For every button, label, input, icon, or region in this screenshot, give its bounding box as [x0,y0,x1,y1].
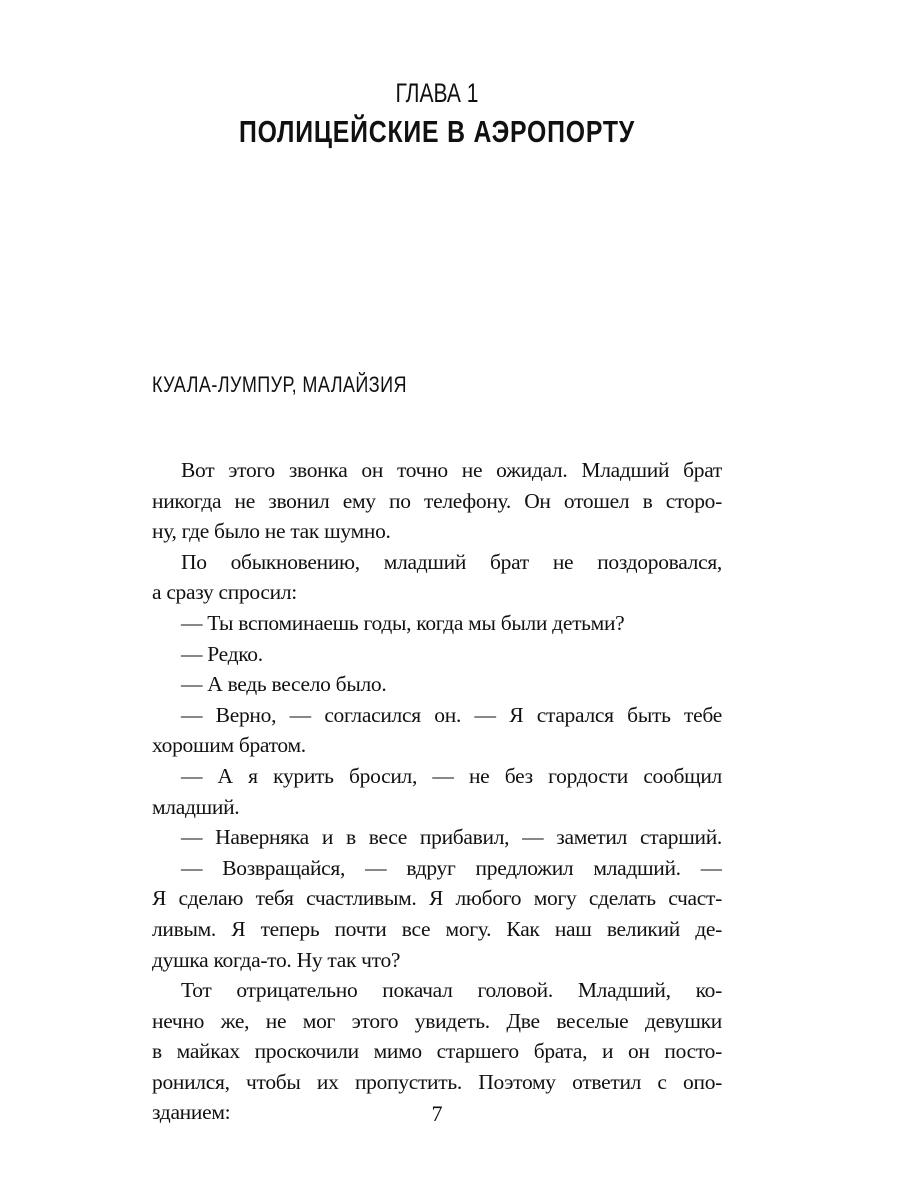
location-heading: КУАЛА-ЛУМПУР, МАЛАЙЗИЯ [152,372,407,397]
page-number: 7 [431,1101,443,1126]
text-line: никогда не звонил ему по телефону. Он отошел в сторо- [152,488,722,513]
text-line: младший. [152,794,240,819]
text-line: — Ты вспоминаешь годы, когда мы были детьми? [181,610,625,635]
text-line: Вот этого звонка он точно не ожидал. Младший брат [181,458,722,482]
text-line: — Верно, — согласился он. — Я старался быть тебе [181,702,722,727]
text-line: — А ведь весело было. [181,672,387,697]
text-line: — Редко. [181,641,263,666]
text-line: Я сделаю тебя счастливым. Я любого могу сделать счаст- [152,886,722,911]
text-line: ливым. Я теперь почти все могу. Как наш великий де- [152,916,722,941]
text-line: По обыкновению, младший брат не поздоровался, [181,549,722,574]
text-line: — А я курить бросил, — не без гордости сообщил [181,763,722,788]
text-line: — Возвращайся, — вдруг предложил младший. — [181,855,722,880]
chapter-title: ПОЛИЦЕЙСКИЕ В АЭРОПОРТУ [238,114,636,149]
text-line: зданием: [152,1100,231,1125]
text-line: ронился, чтобы их пропустить. Поэтому ответил с опо- [152,1069,722,1094]
body-text [152,455,722,1128]
text-line: в майках проскочили мимо старшего брата, и он посто- [152,1039,722,1064]
chapter-label: ГЛАВА 1 [395,78,479,108]
text-line: ну, где было не так шумно. [152,519,391,544]
text-line: нечно же, не мог этого увидеть. Две веселые девушки [152,1008,722,1033]
text-line: а сразу спросил: [152,580,297,605]
text-line: хорошим братом. [152,733,306,758]
text-line: Тот отрицательно покачал головой. Младший, ко- [181,978,722,1003]
text-line: душка когда-то. Ну так что? [152,947,401,972]
text-line: — Наверняка и в весе прибавил, — заметил старший. [181,825,722,850]
